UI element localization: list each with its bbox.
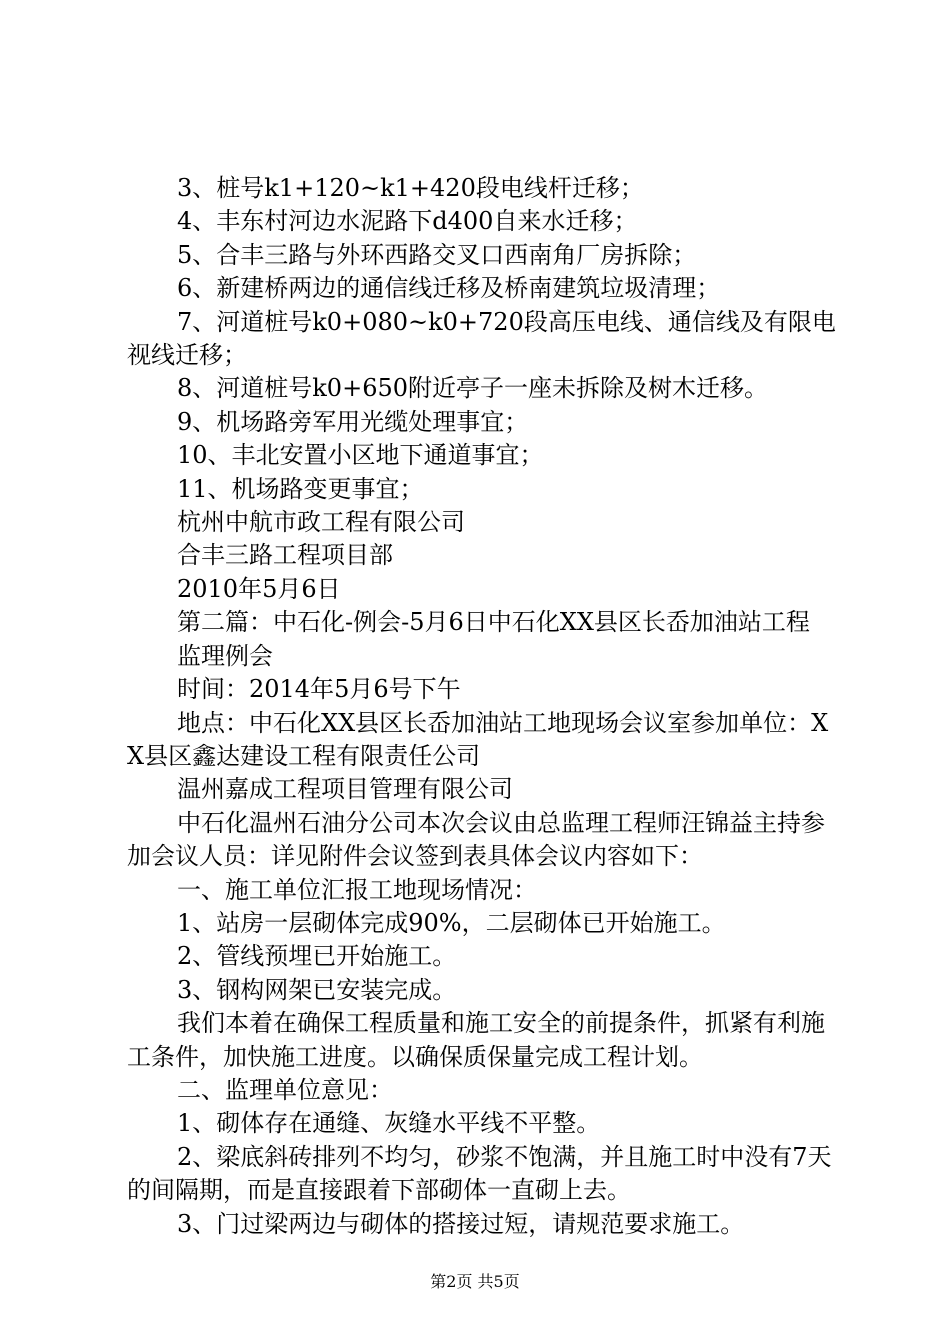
meeting-time: 时间：2014年5月6号下午 [177,675,461,704]
list-item: 3、桩号k1+120~k1+420段电线杆迁移； [177,174,644,202]
list-item: 1、砌体存在通缝、灰缝水平线不平整。 [177,1109,601,1138]
department-name: 合丰三路工程项目部 [177,541,393,570]
document-date: 2010年5月6日 [177,574,341,603]
list-item: 7、河道桩号k0+080~k0+720段高压电线、通信线及有限电视线迁移； [127,307,836,370]
company-name: 杭州中航市政工程有限公司 [177,508,465,537]
section-heading: 二、监理单位意见： [177,1075,393,1104]
list-item: 1、站房一层砌体完成90%，二层砌体已开始施工。 [177,908,726,937]
document-body [127,172,837,1241]
meeting-intro: 中石化温州石油分公司本次会议由总监理工程师汪锦益主持参加会议人员：详见附件会议签到表具体会议内容如下： [127,808,825,871]
list-item: 5、合丰三路与外环西路交叉口西南角厂房拆除； [177,240,697,269]
meeting-location: 地点：中石化XX县区长岙加油站工地现场会议室参加单位：XX县区鑫达建设工程有限责任公司 [127,708,829,770]
list-item: 8、河道桩号k0+650附近亭子一座未拆除及树木迁移。 [177,374,768,403]
list-item: 11、机场路变更事宜； [177,474,424,503]
list-item: 3、钢构网架已安装完成。 [177,975,457,1004]
list-item: 9、机场路旁军用光缆处理事宜； [177,407,529,436]
participant-unit: 温州嘉成工程项目管理有限公司 [177,775,513,804]
page-number: 第2页 共5页 [430,1272,520,1291]
list-item: 2、梁底斜砖排列不均匀，砂浆不饱满，并且施工时中没有7天的间隔期，而是直接跟着下部砌体一直砌上去。 [127,1142,832,1205]
page-footer [0,1272,950,1292]
list-item: 10、丰北安置小区地下通道事宜； [177,441,544,470]
list-item: 4、丰东村河边水泥路下d400自来水迁移； [177,207,638,236]
list-item: 2、管线预埋已开始施工。 [177,942,457,971]
section-title: 第二篇：中石化-例会-5月6日中石化XX县区长岙加油站工程 [177,608,810,637]
section-heading: 一、施工单位汇报工地现场情况： [177,875,537,904]
list-item: 6、新建桥两边的通信线迁移及桥南建筑垃圾清理； [177,274,721,303]
section-subtitle: 监理例会 [177,641,273,670]
body-paragraph: 我们本着在确保工程质量和施工安全的前提条件，抓紧有利施工条件，加快施工进度。以确保质保量完成工程计划。 [127,1009,825,1071]
list-item: 3、门过梁两边与砌体的搭接过短，请规范要求施工。 [177,1209,745,1238]
